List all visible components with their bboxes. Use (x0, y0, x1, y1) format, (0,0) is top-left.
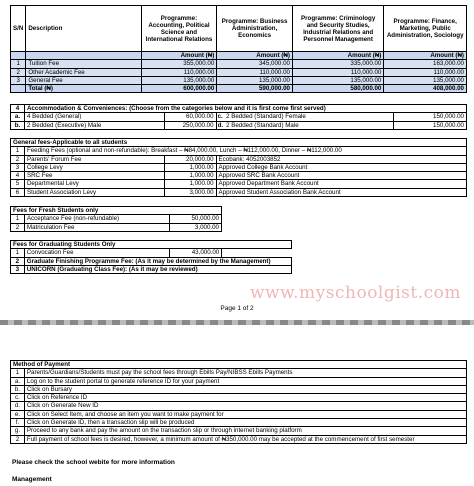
payment-title: Method of Payment (11, 361, 467, 369)
table-row (11, 76, 467, 84)
header-sn: S/N (11, 6, 26, 52)
accommodation-title: Accommodation & Conveniences: (Choose from the categories below and it is first come first served) (24, 105, 466, 113)
total-amount: 600,000.00 (141, 85, 217, 93)
step-sn: d. (11, 402, 25, 410)
row-sn: 4 (11, 172, 25, 180)
table-row (11, 113, 467, 121)
list-item (11, 435, 467, 443)
row-amount: 110,000.00 (141, 68, 217, 76)
table-row (11, 223, 222, 231)
row-amount: 110,000.00 (384, 68, 467, 76)
row-letter: b. (11, 121, 25, 129)
table-row (11, 147, 467, 155)
row-sn: 1 (11, 249, 25, 257)
fees-table (10, 5, 467, 93)
table-row (11, 257, 292, 265)
room-type: 2 Bedded (Standard) Male (224, 121, 394, 129)
header-programme-1: Programme: Accounting, Political Science and International Relations (141, 6, 217, 52)
list-item (11, 402, 467, 410)
room-price: 250,000.00 (164, 121, 216, 129)
row-description: Parents' Forum Fee (24, 155, 164, 163)
row-amount: 135,000.00 (141, 76, 217, 84)
row-amount: 1,000.00 (164, 180, 216, 188)
list-item (11, 385, 467, 393)
table-row (11, 68, 467, 76)
row-description: Tuition Fee (26, 60, 141, 68)
list-item (11, 419, 467, 427)
general-fees-title: General fees-Applicable to all students (11, 139, 467, 147)
row-description: Departmental Levy (24, 180, 164, 188)
step-sn: c. (11, 394, 25, 402)
graduating-fees-title: Fees for Graduating Students Only (11, 241, 292, 249)
step-sn: b. (11, 385, 25, 393)
amount-label: Amount (₦) (141, 52, 217, 60)
step-text: Click on Bursary (24, 385, 466, 393)
step-sn: 1 (11, 369, 25, 377)
total-label: Total (₦) (26, 85, 141, 93)
amount-label: Amount (₦) (384, 52, 467, 60)
row-note: Ecobank: 4052003852 (216, 155, 466, 163)
room-type: 2 Bedded (Standard) Female (224, 113, 394, 121)
row-description: Convocation Fee (24, 249, 170, 257)
step-text: Click on Generate ID, then a transaction slip will be produced (24, 419, 466, 427)
total-amount: 408,000.00 (384, 85, 467, 93)
row-amount: 1,000.00 (164, 172, 216, 180)
row-sn: 1 (11, 147, 25, 155)
row-sn: 6 (11, 188, 25, 196)
table-row (11, 215, 222, 223)
row-amount: 135,000.00 (217, 76, 293, 84)
row-amount: 135,000.00 (384, 76, 467, 84)
room-type: 2 Bedded (Executive) Male (24, 121, 164, 129)
row-amount: 43,000.00 (170, 249, 222, 257)
table-row (11, 180, 467, 188)
row-note: Approved Student Association Bank Account (216, 188, 466, 196)
row-letter: d. (217, 121, 224, 129)
row-amount: 3,000.00 (170, 223, 222, 231)
room-price: 60,000.00 (164, 113, 216, 121)
fresh-fees-title: Fees for Fresh Students only (11, 207, 222, 215)
row-sn: 2 (11, 68, 26, 76)
row-amount: 3,000.00 (164, 188, 216, 196)
table-row (11, 249, 292, 257)
row-amount: 335,000.00 (292, 60, 383, 68)
list-item (11, 427, 467, 435)
watermark: www.myschoolgist.com (250, 283, 462, 303)
row-amount: 110,000.00 (292, 68, 383, 76)
payment-method-table (10, 360, 467, 444)
management-signoff: Management (12, 476, 52, 483)
step-text: Click on Generate New ID (24, 402, 466, 410)
step-sn: 2 (11, 435, 25, 443)
row-amount: 1,000.00 (164, 163, 216, 171)
row-description: College Levy (24, 163, 164, 171)
graduating-students-table (10, 240, 292, 274)
row-amount: 50,000.00 (170, 215, 222, 223)
page-number: Page 1 of 2 (220, 305, 254, 312)
table-row (11, 121, 467, 129)
row-amount: 135,000.00 (292, 76, 383, 84)
row-description: UNICORN (Graduating Class Fee): (As it may be reviewed) (24, 265, 291, 273)
row-amount: 355,000.00 (141, 60, 217, 68)
step-text: Proceed to any bank and pay the amount on the transaction slip or through internet banking platform (24, 427, 466, 435)
header-programme-4: Programme: Finance, Marketing, Public Administration, Sociology (384, 6, 467, 52)
table-row (11, 172, 467, 180)
row-amount: 163,000.00 (384, 60, 467, 68)
website-note: Please check the school webite for more information (12, 459, 175, 466)
step-text: Click on Reference ID (24, 394, 466, 402)
step-sn: g. (11, 427, 25, 435)
total-amount: 580,000.00 (292, 85, 383, 93)
room-type: 4 Bedded (General) (24, 113, 164, 121)
general-fees-table (10, 138, 467, 197)
feeding-fees: Feeding Fees (optional and non-refundable): Breakfast – ₦84,000.00, Lunch – ₦112,000.00, Dinner – ₦112,000.00 (24, 147, 466, 155)
fresh-students-table (10, 206, 222, 232)
row-description: Other Academic Fee (26, 68, 141, 76)
page-divider (0, 320, 474, 325)
row-sn: 3 (11, 163, 25, 171)
row-sn: 1 (11, 60, 26, 68)
step-sn: a. (11, 377, 25, 385)
total-row (11, 85, 467, 93)
row-amount: 345,000.00 (217, 60, 293, 68)
room-price: 150,000.00 (394, 113, 467, 121)
step-text: Click on Select Item, and choose an item you want to make payment for (24, 410, 466, 418)
header-description: Description (26, 6, 141, 52)
step-text: Parents/Guardians/Students must pay the school fees through Ebills Pay/NIBSS Ebills Payments (24, 369, 466, 377)
accommodation-table (10, 104, 467, 130)
list-item (11, 377, 467, 385)
table-row (11, 60, 467, 68)
step-text: Full payment of school fees is desired, however, a minimum amount of ₦350,000.00 may be accepted at the commencement of first semester (24, 435, 466, 443)
table-row (11, 188, 467, 196)
amount-label: Amount (₦) (217, 52, 293, 60)
table-row (11, 163, 467, 171)
row-amount: 110,000.00 (217, 68, 293, 76)
room-price: 150,000.00 (394, 121, 467, 129)
row-sn: 2 (11, 223, 25, 231)
row-sn: 3 (11, 76, 26, 84)
header-programme-3: Programme: Criminology and Security Studies, Industrial Relations and Personnel Management (292, 6, 383, 52)
list-item (11, 410, 467, 418)
row-amount: 20,000.00 (164, 155, 216, 163)
row-description: Graduate Finishing Programme Fee: (As it may be determined by the Management) (24, 257, 291, 265)
row-description: SRC Fee (24, 172, 164, 180)
row-note: Approved Department Bank Account (216, 180, 466, 188)
table-row (11, 155, 467, 163)
step-text: Log on to the student portal to generate reference ID for your payment (24, 377, 466, 385)
step-sn: f. (11, 419, 25, 427)
list-item (11, 369, 467, 377)
accommodation-sn: 4 (11, 105, 25, 113)
row-sn: 5 (11, 180, 25, 188)
row-description: General Fee (26, 76, 141, 84)
row-sn: 2 (11, 155, 25, 163)
row-description: Acceptance Fee (non-refundable) (24, 215, 169, 223)
total-amount: 590,000.00 (217, 85, 293, 93)
list-item (11, 394, 467, 402)
table-row (11, 265, 292, 273)
row-letter: c. (217, 113, 223, 121)
step-sn: e. (11, 410, 25, 418)
row-note: Approved College Bank Account (216, 163, 466, 171)
row-letter: a. (11, 113, 25, 121)
row-description: Student Association Levy (24, 188, 164, 196)
row-description: Matriculation Fee (24, 223, 169, 231)
amount-label: Amount (₦) (292, 52, 383, 60)
row-sn: 2 (11, 257, 25, 265)
header-programme-2: Programme: Business Administration, Economics (217, 6, 293, 52)
row-sn: 3 (11, 265, 25, 273)
row-sn: 1 (11, 215, 25, 223)
row-note: Approved SRC Bank Account (216, 172, 466, 180)
